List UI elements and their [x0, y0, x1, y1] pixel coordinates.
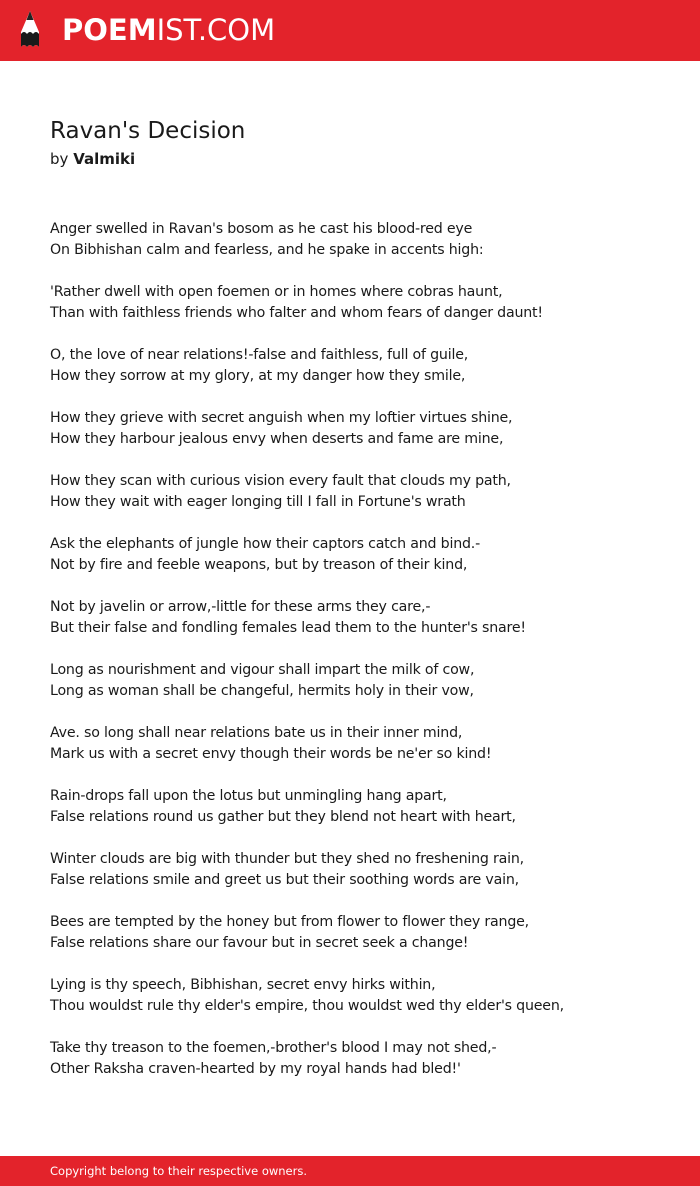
poem-line: False relations share our favour but in secret seek a change!: [50, 935, 469, 951]
poem-line: Than with faithless friends who falter and whom fears of danger daunt!: [50, 305, 543, 321]
poem-stanza: [50, 345, 670, 387]
poem-line: Not by fire and feeble weapons, but by treason of their kind,: [50, 557, 468, 573]
copyright-text: Copyright belong to their respective owners.: [50, 1164, 308, 1178]
poem-line: How they grieve with secret anguish when my loftier virtues shine,: [50, 410, 513, 426]
poem-line: Bees are tempted by the honey but from flower to flower they range,: [50, 914, 529, 930]
poem-stanza: [50, 534, 670, 576]
poem-stanza: [50, 975, 670, 1017]
poem-stanza: [50, 282, 670, 324]
logo-bold-text: POEM: [62, 13, 157, 47]
byline-prefix: by: [50, 150, 69, 168]
poem-stanza: [50, 408, 670, 450]
poem-line: Thou wouldst rule thy elder's empire, thou wouldst wed thy elder's queen,: [50, 998, 564, 1014]
poem-line: Rain-drops fall upon the lotus but unmingling hang apart,: [50, 788, 447, 804]
poem-line: Winter clouds are big with thunder but they shed no freshening rain,: [50, 851, 524, 867]
poem-line: How they scan with curious vision every fault that clouds my path,: [50, 473, 511, 489]
poem-line: Anger swelled in Ravan's bosom as he cast his blood-red eye: [50, 221, 473, 237]
poem-line: Long as nourishment and vigour shall impart the milk of cow,: [50, 662, 475, 678]
poem-line: Ask the elephants of jungle how their captors catch and bind.-: [50, 536, 481, 552]
poem-line: How they harbour jealous envy when deserts and fame are mine,: [50, 431, 504, 447]
poem-stanza: [50, 597, 670, 639]
poem-body: [50, 219, 670, 1101]
poem-stanza: [50, 723, 670, 765]
poem-line: Ave. so long shall near relations bate us in their inner mind,: [50, 725, 463, 741]
poem-stanza: [50, 660, 670, 702]
poem-line: 'Rather dwell with open foemen or in homes where cobras haunt,: [50, 284, 503, 300]
poem-line: Take thy treason to the foemen,-brother's blood I may not shed,-: [50, 1040, 497, 1056]
poem-line: How they wait with eager longing till I fall in Fortune's wrath: [50, 494, 466, 510]
poem-stanza: [50, 786, 670, 828]
site-footer: [0, 1156, 700, 1186]
poem-line: False relations smile and greet us but their soothing words are vain,: [50, 872, 519, 888]
author-name: Valmiki: [73, 150, 136, 168]
pencil-tip-icon: [18, 10, 42, 50]
poem-line: Long as woman shall be changeful, hermits holy in their vow,: [50, 683, 474, 699]
poem-line: Other Raksha craven-hearted by my royal hands had bled!': [50, 1061, 461, 1077]
site-header: [0, 0, 700, 61]
poem-line: Mark us with a secret envy though their words be ne'er so kind!: [50, 746, 492, 762]
poem-stanza: [50, 849, 670, 891]
poem-line: Lying is thy speech, Bibhishan, secret envy hirks within,: [50, 977, 436, 993]
poem-stanza: [50, 1038, 670, 1080]
byline: [50, 148, 135, 170]
poem-line: How they sorrow at my glory, at my danger how they smile,: [50, 368, 466, 384]
poem-title: Ravan's Decision: [50, 118, 246, 144]
poem-line: Not by javelin or arrow,-little for these arms they care,-: [50, 599, 431, 615]
poem-line: False relations round us gather but they blend not heart with heart,: [50, 809, 516, 825]
site-logo[interactable]: [62, 10, 275, 50]
poem-line: O, the love of near relations!-false and faithless, full of guile,: [50, 347, 469, 363]
poem-stanza: [50, 471, 670, 513]
poem-stanza: [50, 219, 670, 261]
logo-light-text: IST.COM: [156, 13, 276, 47]
poem-stanza: [50, 912, 670, 954]
poem-line: But their false and fondling females lead them to the hunter's snare!: [50, 620, 526, 636]
poem-line: On Bibhishan calm and fearless, and he spake in accents high:: [50, 242, 484, 258]
